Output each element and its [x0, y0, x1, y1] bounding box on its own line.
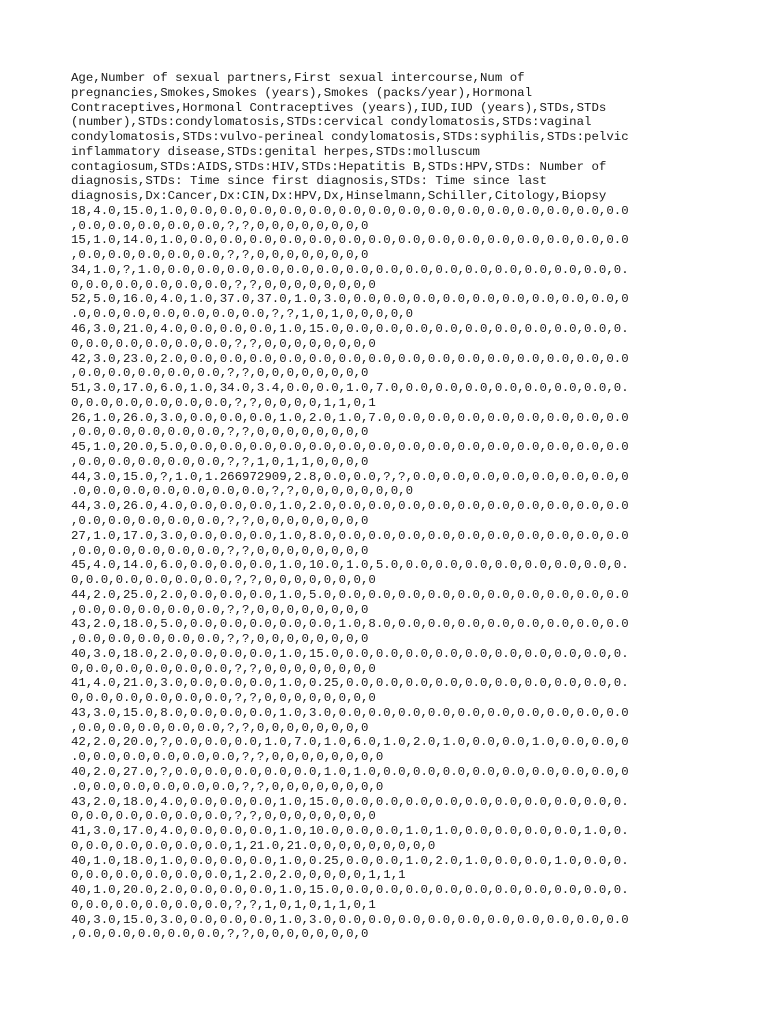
csv-data-line: 43,2.0,18.0,5.0,0.0,0.0,0.0,0.0,0.0,1.0,8.0,0.0,0.0,0.0,0.0,0.0,0.0,0.0,0.0: [71, 617, 629, 632]
csv-data-line: 40,1.0,18.0,1.0,0.0,0.0,0.0,1.0,0.25,0.0,0.0,1.0,2.0,1.0,0.0,0.0,1.0,0.0,0.: [71, 853, 629, 868]
csv-data-line: ,0.0,0.0,0.0,0.0,0.0,?,?,0,0,0,0,0,0,0,0: [71, 218, 369, 233]
csv-data-line: 0,0.0,0.0,0.0,0.0,0.0,?,?,0,0,0,0,0,0,0,0: [71, 691, 376, 706]
csv-header-line: inflammatory disease,STDs:genital herpes,STDs:molluscum: [71, 144, 480, 159]
csv-data-line: 52,5.0,16.0,4.0,1.0,37.0,37.0,1.0,3.0,0.0,0.0,0.0,0.0,0.0,0.0,0.0,0.0,0.0,0: [71, 292, 629, 307]
csv-data-line: 26,1.0,26.0,3.0,0.0,0.0,0.0,1.0,2.0,1.0,7.0,0.0,0.0,0.0,0.0,0.0,0.0,0.0,0.0: [71, 410, 629, 425]
csv-data-line: 40,3.0,18.0,2.0,0.0,0.0,0.0,1.0,15.0,0.0,0.0,0.0,0.0,0.0,0.0,0.0,0.0,0.0,0.: [71, 646, 629, 661]
csv-header-line: (number),STDs:condylomatosis,STDs:cervical condylomatosis,STDs:vaginal: [71, 115, 592, 130]
csv-data-line: 0,0.0,0.0,0.0,0.0,0.0,?,?,0,0,0,0,0,0,0,0: [71, 809, 376, 824]
csv-data-line: ,0.0,0.0,0.0,0.0,0.0,?,?,0,0,0,0,0,0,0,0: [71, 602, 369, 617]
csv-data-line: .0,0.0,0.0,0.0,0.0,0.0,?,?,0,0,0,0,0,0,0,0: [71, 779, 384, 794]
csv-data-line: 0,0.0,0.0,0.0,0.0,0.0,?,?,0,0,0,0,0,0,0,0: [71, 573, 376, 588]
csv-data-line: 0,0.0,0.0,0.0,0.0,0.0,?,?,0,0,0,0,0,0,0,0: [71, 336, 376, 351]
csv-data-line: 0,0.0,0.0,0.0,0.0,0.0,?,?,0,0,0,0,1,1,0,1: [71, 395, 376, 410]
csv-data-line: 40,2.0,27.0,?,0.0,0.0,0.0,0.0,0.0,1.0,1.0,0.0,0.0,0.0,0.0,0.0,0.0,0.0,0.0,0: [71, 764, 629, 779]
csv-data-line: 46,3.0,21.0,4.0,0.0,0.0,0.0,1.0,15.0,0.0,0.0,0.0,0.0,0.0,0.0,0.0,0.0,0.0,0.: [71, 322, 629, 337]
csv-header-line: Contraceptives,Hormonal Contraceptives (years),IUD,IUD (years),STDs,STDs: [71, 100, 607, 115]
csv-data-line: 45,4.0,14.0,6.0,0.0,0.0,0.0,1.0,10.0,1.0,5.0,0.0,0.0,0.0,0.0,0.0,0.0,0.0,0.: [71, 558, 629, 573]
csv-data-line: 34,1.0,?,1.0,0.0,0.0,0.0,0.0,0.0,0.0,0.0,0.0,0.0,0.0,0.0,0.0,0.0,0.0,0.0,0.: [71, 262, 629, 277]
csv-data-line: 42,3.0,23.0,2.0,0.0,0.0,0.0,0.0,0.0,0.0,0.0,0.0,0.0,0.0,0.0,0.0,0.0,0.0,0.0: [71, 351, 629, 366]
csv-data-line: 40,1.0,20.0,2.0,0.0,0.0,0.0,1.0,15.0,0.0,0.0,0.0,0.0,0.0,0.0,0.0,0.0,0.0,0.: [71, 883, 629, 898]
csv-data-line: 18,4.0,15.0,1.0,0.0,0.0,0.0,0.0,0.0,0.0,0.0,0.0,0.0,0.0,0.0,0.0,0.0,0.0,0.0: [71, 203, 629, 218]
csv-data-line: 27,1.0,17.0,3.0,0.0,0.0,0.0,1.0,8.0,0.0,0.0,0.0,0.0,0.0,0.0,0.0,0.0,0.0,0.0: [71, 528, 629, 543]
csv-data-line: 0,0.0,0.0,0.0,0.0,0.0,?,?,0,0,0,0,0,0,0,0: [71, 277, 376, 292]
csv-data-line: 44,2.0,25.0,2.0,0.0,0.0,0.0,1.0,5.0,0.0,0.0,0.0,0.0,0.0,0.0,0.0,0.0,0.0,0.0: [71, 587, 629, 602]
csv-data-line: 41,4.0,21.0,3.0,0.0,0.0,0.0,1.0,0.25,0.0,0.0,0.0,0.0,0.0,0.0,0.0,0.0,0.0,0.: [71, 676, 629, 691]
csv-data-line: ,0.0,0.0,0.0,0.0,0.0,?,?,0,0,0,0,0,0,0,0: [71, 366, 369, 381]
csv-data-line: 0,0.0,0.0,0.0,0.0,0.0,?,?,0,0,0,0,0,0,0,0: [71, 661, 376, 676]
csv-data-line: ,0.0,0.0,0.0,0.0,0.0,?,?,0,0,0,0,0,0,0,0: [71, 543, 369, 558]
csv-data-line: 43,2.0,18.0,4.0,0.0,0.0,0.0,1.0,15.0,0.0,0.0,0.0,0.0,0.0,0.0,0.0,0.0,0.0,0.: [71, 794, 629, 809]
csv-data-line: 41,3.0,17.0,4.0,0.0,0.0,0.0,1.0,10.0,0.0,0.0,1.0,1.0,0.0,0.0,0.0,0.0,1.0,0.: [71, 824, 629, 839]
csv-data-line: ,0.0,0.0,0.0,0.0,0.0,?,?,0,0,0,0,0,0,0,0: [71, 720, 369, 735]
csv-data-line: 43,3.0,15.0,8.0,0.0,0.0,0.0,1.0,3.0,0.0,0.0,0.0,0.0,0.0,0.0,0.0,0.0,0.0,0.0: [71, 705, 629, 720]
csv-data-line: ,0.0,0.0,0.0,0.0,0.0,?,?,0,0,0,0,0,0,0,0: [71, 927, 369, 942]
csv-data-line: 42,2.0,20.0,?,0.0,0.0,0.0,1.0,7.0,1.0,6.0,1.0,2.0,1.0,0.0,0.0,1.0,0.0,0.0,0: [71, 735, 629, 750]
csv-header-line: contagiosum,STDs:AIDS,STDs:HIV,STDs:Hepatitis B,STDs:HPV,STDs: Number of: [71, 159, 607, 174]
csv-data-line: 0,0.0,0.0,0.0,0.0,0.0,1,21.0,21.0,0,0,0,0,0,0,0,0: [71, 838, 436, 853]
csv-text-block: [71, 71, 701, 942]
csv-data-line: 0,0.0,0.0,0.0,0.0,0.0,1,2.0,2.0,0,0,0,0,1,1,1: [71, 868, 406, 883]
csv-data-line: 15,1.0,14.0,1.0,0.0,0.0,0.0,0.0,0.0,0.0,0.0,0.0,0.0,0.0,0.0,0.0,0.0,0.0,0.0: [71, 233, 629, 248]
csv-header-line: condylomatosis,STDs:vulvo-perineal condylomatosis,STDs:syphilis,STDs:pelvic: [71, 130, 629, 145]
csv-data-line: 44,3.0,26.0,4.0,0.0,0.0,0.0,1.0,2.0,0.0,0.0,0.0,0.0,0.0,0.0,0.0,0.0,0.0,0.0: [71, 499, 629, 514]
csv-data-line: .0,0.0,0.0,0.0,0.0,0.0,0.0,?,?,1,0,1,0,0,0,0,0: [71, 307, 414, 322]
csv-data-line: ,0.0,0.0,0.0,0.0,0.0,?,?,1,0,1,1,0,0,0,0: [71, 454, 369, 469]
csv-data-line: 0,0.0,0.0,0.0,0.0,0.0,?,?,1,0,1,0,1,1,0,1: [71, 897, 376, 912]
csv-data-line: 44,3.0,15.0,?,1.0,1.266972909,2.8,0.0,0.0,?,?,0.0,0.0,0.0,0.0,0.0,0.0,0.0,0: [71, 469, 629, 484]
csv-header-line: Age,Number of sexual partners,First sexual intercourse,Num of: [71, 71, 525, 85]
csv-header-line: pregnancies,Smokes,Smokes (years),Smokes (packs/year),Hormonal: [71, 85, 533, 100]
csv-data-line: .0,0.0,0.0,0.0,0.0,0.0,0.0,?,?,0,0,0,0,0,0,0,0: [71, 484, 414, 499]
csv-data-line: ,0.0,0.0,0.0,0.0,0.0,?,?,0,0,0,0,0,0,0,0: [71, 425, 369, 440]
csv-header-line: diagnosis,STDs: Time since first diagnosis,STDs: Time since last: [71, 174, 547, 189]
csv-data-line: 51,3.0,17.0,6.0,1.0,34.0,3.4,0.0,0.0,1.0,7.0,0.0,0.0,0.0,0.0,0.0,0.0,0.0,0.: [71, 381, 629, 396]
csv-data-line: .0,0.0,0.0,0.0,0.0,0.0,?,?,0,0,0,0,0,0,0,0: [71, 750, 384, 765]
csv-data-line: ,0.0,0.0,0.0,0.0,0.0,?,?,0,0,0,0,0,0,0,0: [71, 513, 369, 528]
csv-header-line: diagnosis,Dx:Cancer,Dx:CIN,Dx:HPV,Dx,Hinselmann,Schiller,Citology,Biopsy: [71, 189, 607, 204]
csv-data-line: ,0.0,0.0,0.0,0.0,0.0,?,?,0,0,0,0,0,0,0,0: [71, 632, 369, 647]
csv-data-line: ,0.0,0.0,0.0,0.0,0.0,?,?,0,0,0,0,0,0,0,0: [71, 248, 369, 263]
csv-data-line: 45,1.0,20.0,5.0,0.0,0.0,0.0,0.0,0.0,0.0,0.0,0.0,0.0,0.0,0.0,0.0,0.0,0.0,0.0: [71, 440, 629, 455]
csv-data-line: 40,3.0,15.0,3.0,0.0,0.0,0.0,1.0,3.0,0.0,0.0,0.0,0.0,0.0,0.0,0.0,0.0,0.0,0.0: [71, 912, 629, 927]
